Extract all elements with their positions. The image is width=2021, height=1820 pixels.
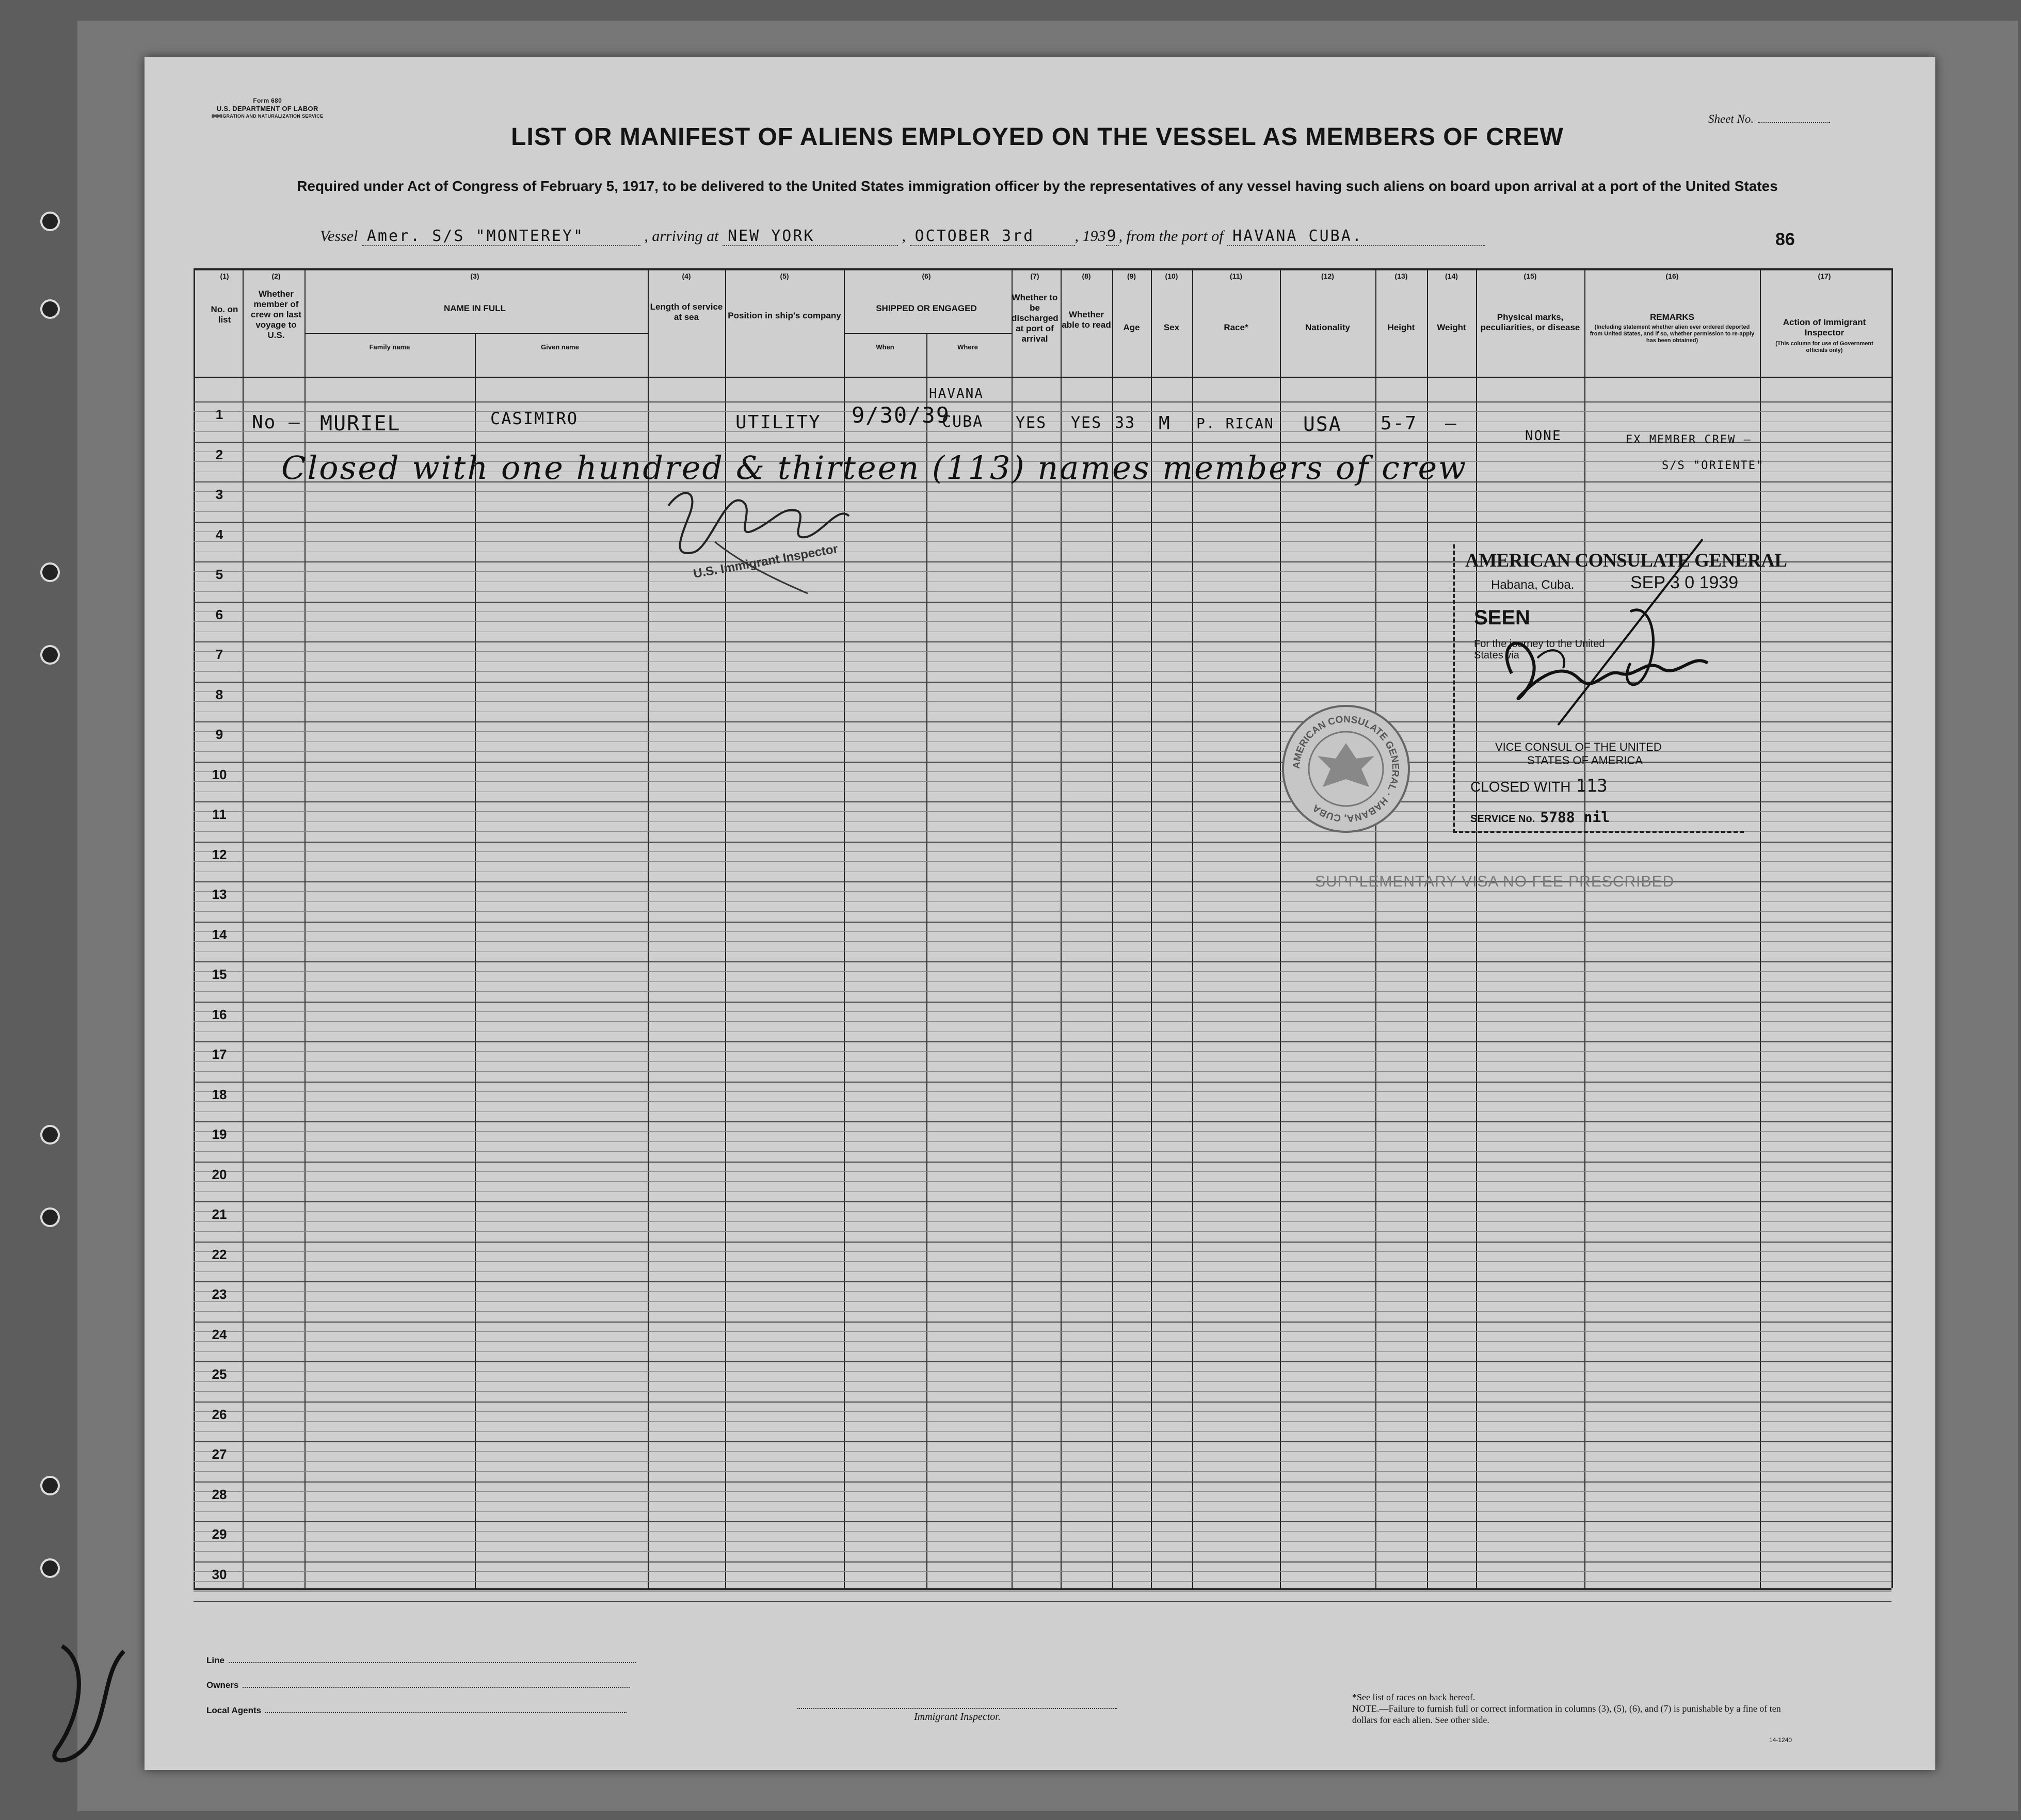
ruled-line	[194, 1271, 1891, 1272]
page-number: 86	[1775, 230, 1795, 249]
col-header-shipped: SHIPPED OR ENGAGED	[876, 303, 977, 313]
ruled-line	[194, 1151, 1891, 1152]
row-rule	[194, 1041, 1891, 1042]
binder-hole	[40, 1558, 60, 1578]
ruled-line	[194, 891, 1891, 892]
col-header-length-service: Length of service at sea	[650, 302, 723, 322]
entry-where: CUBA	[942, 413, 984, 431]
binder-hole	[40, 1207, 60, 1227]
col-num: (17)	[1818, 272, 1831, 280]
col-header-race: Race*	[1224, 323, 1248, 332]
col-num: (16)	[1665, 272, 1679, 280]
arrival-port: NEW YORK	[723, 227, 898, 246]
entry-discharged: YES	[1016, 414, 1047, 432]
row-rule	[194, 1002, 1891, 1003]
col-num: (14)	[1445, 272, 1458, 280]
row-number: 3	[215, 487, 223, 502]
subheader-family: Family name	[369, 343, 410, 351]
ruled-line	[194, 1581, 1891, 1582]
entry-marks: NONE	[1525, 428, 1562, 444]
row-rule	[194, 1242, 1891, 1243]
entry-weight: —	[1445, 413, 1457, 434]
consulate-place: Habana, Cuba.	[1491, 578, 1575, 592]
entry-remarks-2: S/S "ORIENTE"	[1662, 459, 1765, 472]
row-rule	[194, 1201, 1891, 1202]
row-number: 29	[212, 1526, 227, 1542]
row-number: 17	[212, 1046, 227, 1062]
subheader-where: Where	[957, 343, 978, 351]
ruled-line	[194, 1291, 1891, 1292]
footer-line	[206, 1655, 636, 1666]
consulate-stamp	[1453, 544, 1787, 833]
col-header-last-voyage: Whether member of crew on last voyage to U.S.	[250, 289, 302, 340]
entry-remarks-1: EX MEMBER CREW —	[1626, 433, 1752, 446]
ruled-line	[194, 1541, 1891, 1542]
entry-age: 33	[1115, 414, 1136, 432]
col-num: (12)	[1321, 272, 1334, 280]
ruled-line	[194, 1181, 1891, 1182]
action-note: (This column for use of Government officials only)	[1775, 341, 1873, 353]
row-rule	[194, 961, 1891, 962]
entry-when: 9/30/39	[852, 402, 951, 428]
table-top-rule	[194, 268, 1891, 270]
ruled-line	[194, 1421, 1891, 1422]
inspector-stamp-text: U.S. Immigrant Inspector	[692, 541, 839, 581]
col-header-read: Whether able to read	[1062, 310, 1111, 330]
row-number: 18	[212, 1086, 227, 1102]
row-number: 7	[215, 647, 223, 662]
row-number: 14	[212, 926, 227, 942]
consulate-name: AMERICAN CONSULATE GENERAL	[1465, 550, 1787, 571]
col-num: (6)	[922, 272, 931, 280]
consulate-seal	[1279, 702, 1413, 836]
ruled-line	[194, 1171, 1891, 1172]
binder-hole	[40, 299, 60, 319]
col-header-name: NAME IN FULL	[444, 303, 506, 313]
ruled-line	[194, 1131, 1891, 1132]
journey-text: For the journey to the United States via	[1474, 638, 1605, 661]
col-num: (10)	[1165, 272, 1178, 280]
footer-agents	[206, 1705, 627, 1716]
row-number: 27	[212, 1446, 227, 1462]
binder-hole	[40, 562, 60, 582]
closed-label: CLOSED WITH	[1470, 779, 1571, 795]
row-number: 16	[212, 1006, 227, 1022]
ruled-line	[194, 861, 1891, 862]
vice-consul-line: VICE CONSUL OF THE UNITED	[1495, 740, 1662, 753]
ruled-line	[194, 911, 1891, 912]
column-rule	[194, 268, 195, 1588]
entry-position: UTILITY	[735, 412, 821, 433]
entry-race: P. RICAN	[1196, 415, 1274, 432]
ruled-line	[194, 1381, 1891, 1382]
col-num: (5)	[780, 272, 789, 280]
form-code: 14-1240	[1769, 1736, 1792, 1744]
row-number: 20	[212, 1166, 227, 1182]
ruled-line	[194, 1451, 1891, 1452]
binder-hole	[40, 1125, 60, 1145]
ruled-line	[194, 1071, 1891, 1072]
service-number	[1470, 809, 1610, 826]
row-rule	[194, 1121, 1891, 1122]
binder-hole	[40, 645, 60, 665]
row-rule	[194, 1561, 1891, 1563]
department: U.S. DEPARTMENT OF LABOR	[216, 105, 318, 112]
ruled-line	[194, 1591, 1891, 1592]
ruled-line	[194, 851, 1891, 852]
ruled-line	[194, 1301, 1891, 1302]
subheader-given: Given name	[541, 343, 579, 351]
ruled-line	[194, 1461, 1891, 1462]
ruled-line	[194, 1191, 1891, 1192]
row-number: 24	[212, 1326, 227, 1342]
consulate-date: SEP 3 0 1939	[1630, 573, 1739, 592]
row-number: 10	[212, 766, 227, 782]
col-num: (11)	[1229, 272, 1243, 280]
row-number: 12	[212, 846, 227, 862]
col-header-remarks: REMARKS	[1650, 312, 1694, 322]
ruled-line	[194, 1341, 1891, 1342]
row-rule	[194, 522, 1891, 523]
col-header-discharged: Whether to be discharged at port of arrival	[1012, 293, 1058, 344]
closed-with	[1470, 776, 1608, 796]
column-rule	[1891, 268, 1893, 1588]
col-num: (2)	[271, 272, 281, 280]
row-number: 2	[215, 446, 223, 462]
footnote-races: *See list of races on back hereof.	[1352, 1692, 1475, 1702]
row-number: 1	[215, 407, 223, 422]
col-num: (13)	[1394, 272, 1408, 280]
ruled-line	[194, 1391, 1891, 1392]
vessel-label: Vessel	[320, 228, 358, 245]
col-num: (8)	[1082, 272, 1091, 280]
year-prefix: , 193	[1074, 228, 1106, 245]
entry-last-voyage: No —	[252, 412, 301, 433]
footer-owners	[206, 1680, 630, 1690]
ruled-line	[194, 511, 1891, 512]
row-rule	[194, 842, 1891, 843]
ruled-line	[194, 1141, 1891, 1142]
entry-sex: M	[1159, 413, 1171, 434]
row-number: 13	[212, 887, 227, 902]
col-header-action: Action of Immigrant Inspector	[1783, 317, 1866, 337]
entry-height: 5-7	[1381, 413, 1418, 434]
ruled-line	[194, 1471, 1891, 1472]
service-value: 5788 nil	[1540, 809, 1610, 826]
table-bottom-rule	[194, 1588, 1891, 1590]
ruled-line	[194, 931, 1891, 932]
ruled-line	[194, 901, 1891, 902]
ruled-line	[194, 1531, 1891, 1532]
service-label: SERVICE No.	[1470, 813, 1535, 825]
entry-nationality: USA	[1303, 413, 1342, 436]
ruled-line	[194, 1221, 1891, 1222]
seen-label: SEEN	[1474, 606, 1530, 629]
col-header-nationality: Nationality	[1305, 323, 1350, 332]
col-header-marks: Physical marks, peculiarities, or disease	[1480, 312, 1580, 332]
ruled-line	[194, 531, 1891, 532]
row-rule	[194, 922, 1891, 923]
vessel-name: Amer. S/S "MONTEREY"	[362, 227, 640, 246]
col-header-weight: Weight	[1437, 323, 1466, 332]
col-num: (3)	[470, 272, 479, 280]
col-num: (15)	[1523, 272, 1537, 280]
ruled-line	[194, 1011, 1891, 1012]
ruled-line	[194, 1501, 1891, 1502]
sheet-number	[1708, 112, 1830, 126]
footnote	[1352, 1692, 1796, 1726]
ruled-line	[194, 1311, 1891, 1312]
col-num: (9)	[1127, 272, 1136, 280]
row-number: 15	[212, 967, 227, 982]
ruled-line	[194, 981, 1891, 982]
row-number: 8	[215, 686, 223, 702]
col-num: (4)	[682, 272, 691, 280]
col-num: (1)	[220, 272, 229, 280]
closed-value: 113	[1576, 776, 1608, 796]
row-rule	[194, 1402, 1891, 1403]
row-number: 23	[212, 1286, 227, 1302]
ruled-line	[194, 1021, 1891, 1022]
footer-owners-label: Owners	[206, 1680, 239, 1690]
row-number: 9	[215, 727, 223, 742]
ruled-line	[194, 1331, 1891, 1332]
arrival-date: OCTOBER 3rd	[910, 227, 1075, 246]
ruled-line	[194, 991, 1891, 992]
ruled-line	[194, 1091, 1891, 1092]
row-rule	[194, 401, 1891, 402]
ruled-line	[194, 941, 1891, 942]
ruled-line	[194, 1431, 1891, 1432]
footer-line-label: Line	[206, 1655, 224, 1665]
row-rule	[194, 1481, 1891, 1483]
col-header-age: Age	[1123, 323, 1140, 332]
row-number: 19	[212, 1126, 227, 1142]
row-rule	[194, 1281, 1891, 1282]
states-line: STATES OF AMERICA	[1527, 754, 1643, 767]
column-rule	[1584, 268, 1585, 1588]
subheader-when: When	[876, 343, 894, 351]
row-rule	[194, 1322, 1891, 1323]
seal-text: AMERICAN CONSULATE GENERAL · HABANA, CUBA	[1291, 714, 1401, 824]
row-rule	[194, 1162, 1891, 1163]
col-header-no: No. on list	[211, 304, 238, 325]
ruled-line	[194, 1411, 1891, 1412]
row-rule	[194, 1441, 1891, 1442]
row-rule	[194, 1601, 1891, 1602]
from-label: , from the port of	[1118, 228, 1224, 245]
ruled-line	[194, 491, 1891, 492]
row-number: 22	[212, 1246, 227, 1262]
vessel-line: Vessel Amer. S/S "MONTEREY" , arriving at NEW YORK , OCTOBER 3rd , 1939, from the port of HAVANA CUBA.	[320, 227, 1485, 246]
ruled-line	[194, 1061, 1891, 1062]
ruled-line	[194, 1491, 1891, 1492]
form-title: LIST OR MANIFEST OF ALIENS EMPLOYED ON THE VESSEL AS MEMBERS OF CREW	[511, 123, 1564, 151]
arriving-label: , arriving at	[644, 228, 719, 245]
header-bottom-rule	[194, 377, 1891, 378]
ruled-line	[194, 1051, 1891, 1052]
ruled-line	[194, 1351, 1891, 1352]
ruled-line	[194, 1101, 1891, 1102]
service: IMMIGRATION AND NATURALIZATION SERVICE	[212, 114, 324, 119]
departure-port: HAVANA CUBA.	[1227, 227, 1485, 246]
ruled-line	[194, 971, 1891, 972]
row-rule	[194, 1521, 1891, 1522]
footnote-penalty: NOTE.—Failure to furnish full or correct information in columns (3), (5), (6), and (7) is punishable by a fine of ten dollars for each alien. See other side.	[1352, 1703, 1781, 1725]
inspector-signature	[653, 475, 870, 609]
sheet-label: Sheet No.	[1708, 112, 1754, 125]
column-rule	[1476, 268, 1477, 1588]
closing-note: Closed with one hundred & thirteen (113) names members of crew	[281, 449, 1468, 487]
supplementary-visa-stamp: SUPPLEMENTARY VISA NO FEE PRESCRIBED	[1315, 873, 1675, 890]
col-header-sex: Sex	[1163, 323, 1180, 332]
row-number: 4	[215, 526, 223, 542]
pencil-mark	[41, 1631, 134, 1775]
row-number: 6	[215, 606, 223, 622]
row-number: 21	[212, 1206, 227, 1222]
immigrant-inspector-line: Immigrant Inspector.	[797, 1708, 1117, 1723]
ruled-line	[194, 1211, 1891, 1212]
ruled-line	[194, 1551, 1891, 1552]
col-num: (7)	[1030, 272, 1039, 280]
row-rule	[194, 1082, 1891, 1083]
entry-family-name: MURIEL	[320, 412, 401, 436]
row-number: 11	[212, 807, 227, 822]
binder-hole	[40, 212, 60, 231]
entry-read: YES	[1071, 414, 1102, 432]
ruled-line	[194, 1571, 1891, 1572]
form-subtitle: Required under Act of Congress of February 5, 1917, to be delivered to the United States immigration officer by the representatives of any vessel having such aliens on board upon arrival at a port of the United States	[297, 178, 1778, 194]
subheader-rule	[844, 333, 1012, 334]
form-number: Form 680	[253, 97, 282, 104]
col-header-position: Position in ship's company	[728, 311, 841, 320]
form-identifier	[212, 97, 323, 120]
row-number: 25	[212, 1366, 227, 1382]
row-rule	[194, 1361, 1891, 1362]
row-number: 28	[212, 1486, 227, 1502]
row-number: 30	[212, 1566, 227, 1582]
column-rule	[243, 268, 244, 1588]
ruled-line	[194, 1371, 1891, 1372]
binder-hole	[40, 1476, 60, 1495]
subheader-rule	[304, 333, 648, 334]
footer-agents-label: Local Agents	[206, 1705, 262, 1715]
ruled-line	[194, 1511, 1891, 1512]
remarks-note: (Including statement whether alien ever ordered deported from United States, and if so, whether permission to re-apply has been obtained)	[1590, 324, 1755, 344]
entry-given-name: CASIMIRO	[490, 409, 579, 428]
ruled-line	[194, 1251, 1891, 1252]
col-header-height: Height	[1387, 323, 1415, 332]
ruled-line	[194, 1261, 1891, 1262]
vice-consul-signature	[1475, 539, 1765, 756]
row-number: 5	[215, 567, 223, 582]
ruled-line	[194, 1231, 1891, 1232]
entry-where-top: HAVANA	[929, 386, 984, 401]
year-digit: 9	[1106, 227, 1118, 245]
ruled-line	[194, 411, 1891, 412]
row-number: 26	[212, 1406, 227, 1422]
